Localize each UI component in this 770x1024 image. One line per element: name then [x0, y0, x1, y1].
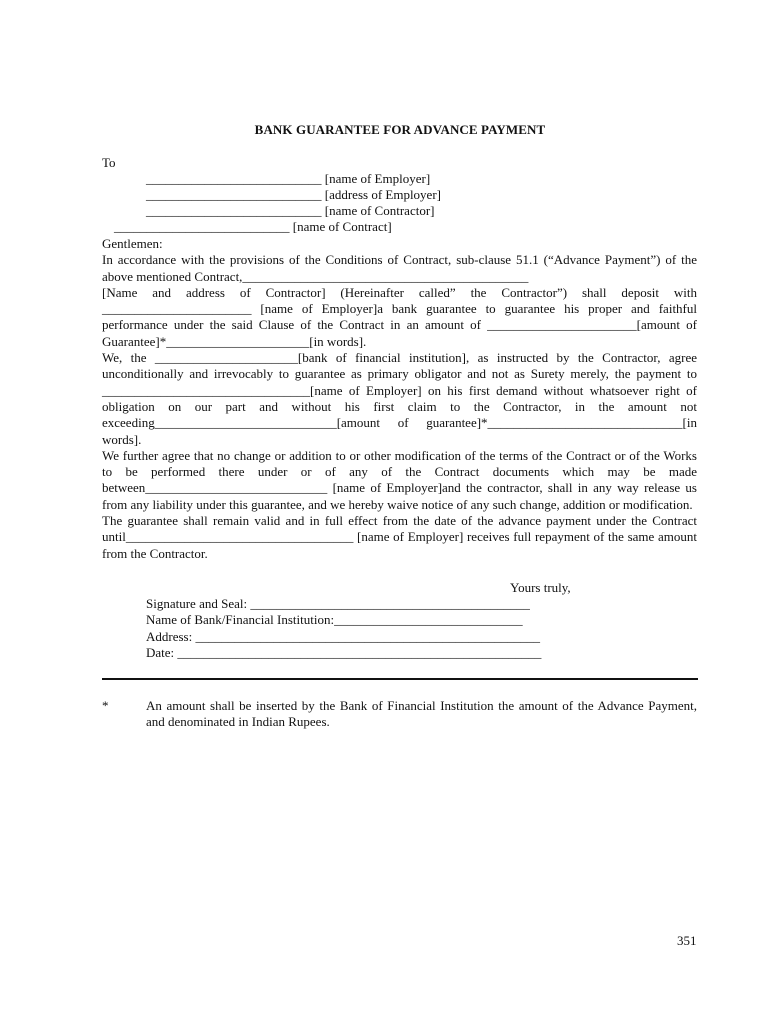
footnote-marker: *	[102, 698, 109, 713]
footnote-divider	[102, 678, 698, 680]
address-line-employer-address: ___________________________ [address of Employer]	[146, 187, 441, 202]
paragraph-validity: The guarantee shall remain valid and in full effect from the date of the advance payment under the Contract until___________________________________ [name of Employer] receives full repayment of the same amount from the Contractor.	[102, 513, 697, 561]
paragraph-bank-guarantee: We, the ______________________[bank of financial institution], as instructed by the Contractor, agree unconditionally and irrevocably to guarantee as primary obligator and not as Surety merely, the payment to ________________________________[name of Employer] on his first demand without whatsoever right of obligation on our part and without his first claim to the Contractor, in the amount not exceeding____________________________[amount of guarantee]*______________________________[in words].	[102, 350, 697, 447]
bank-name-line: Name of Bank/Financial Institution:_____________________________	[146, 612, 523, 627]
closing-yours-truly: Yours truly,	[510, 580, 571, 595]
page-number: 351	[677, 933, 697, 948]
guarantee-body	[102, 236, 697, 562]
document-title: BANK GUARANTEE FOR ADVANCE PAYMENT	[254, 122, 546, 137]
paragraph-contractor-deposit: [Name and address of Contractor] (Hereinafter called” the Contractor”) shall deposit with _______________________ [name of Employer]a bank guarantee to guarantee his proper and faithful performance under the said Clause of the Contract in an amount of _______________________[amount of Guarantee]*______________________[in words].	[102, 284, 697, 349]
paragraph-modifications: We further agree that no change or addition to or other modification of the terms of the Contract or of the Works to be performed there under or of any of the Contract documents which may be made between____________________________ [name of Employer]and the contractor, shall in any way release us from any liability under this guarantee, and we hereby waive notice of any such change, addition or modification.	[102, 447, 697, 512]
bank-address-line: Address: _____________________________________________________	[146, 629, 540, 644]
footnote-text: An amount shall be inserted by the Bank of Financial Institution the amount of the Advance Payment, and denominated in Indian Rupees.	[146, 698, 697, 730]
salutation: Gentlemen:	[102, 236, 163, 251]
to-label: To	[102, 155, 116, 170]
signature-seal-line: Signature and Seal: ___________________________________________	[146, 596, 530, 611]
date-line: Date: ________________________________________________________	[146, 645, 542, 660]
address-line-employer-name: ___________________________ [name of Employer]	[146, 171, 431, 186]
address-line-contract-name: ___________________________ [name of Contract]	[114, 219, 392, 234]
paragraph-provisions: In accordance with the provisions of the Conditions of Contract, sub-clause 51.1 (“Advance Payment”) of the above mentioned Contract,____________________________________________	[102, 252, 697, 284]
address-line-contractor-name: ___________________________ [name of Contractor]	[146, 203, 435, 218]
